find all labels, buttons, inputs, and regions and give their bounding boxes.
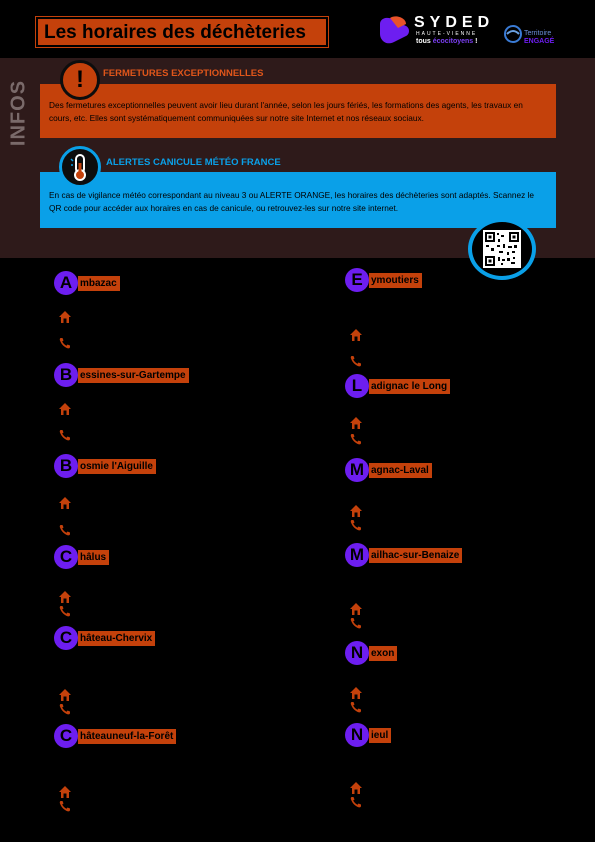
phone-icon [349, 354, 363, 368]
site-name: agnac-Laval [369, 463, 432, 478]
logo-tagline [416, 38, 478, 45]
house-icon [349, 328, 363, 342]
heatwave-text: En cas de vigilance météo correspondant au niveau 3 ou ALERTE ORANGE, les horaires des déchèteries sont adaptés. Scannez le QR code pour accéder aux horaires en cas de canicule, ou retrouvez-les sur notre site internet. [49, 190, 535, 213]
house-icon [349, 504, 363, 518]
exclamation-icon: ! [60, 60, 100, 100]
site-name: adignac le Long [369, 379, 450, 394]
site-initial: B [54, 454, 78, 478]
site-name: exon [369, 646, 397, 661]
phone-icon [349, 795, 363, 809]
logo-region: HAUTE-VIENNE [416, 31, 478, 37]
site-name: hâteau-Chervix [78, 631, 155, 646]
site-name: ailhac-sur-Benaize [369, 548, 462, 563]
site-name: ieul [369, 728, 391, 743]
closures-heading: FERMETURES EXCEPTIONNELLES [103, 68, 264, 79]
partner-label [524, 30, 554, 46]
site-initial: E [345, 268, 369, 292]
site-initial: B [54, 363, 78, 387]
site-initial: M [345, 543, 369, 567]
syded-logo [376, 14, 412, 48]
phone-icon [58, 428, 72, 442]
phone-icon [58, 336, 72, 350]
house-icon [58, 496, 72, 510]
house-icon [58, 688, 72, 702]
site-name: hâlus [78, 550, 109, 565]
page-title: Les horaires des déchèteries [36, 17, 328, 47]
thermometer-icon [59, 146, 101, 188]
house-icon [58, 785, 72, 799]
site-initial: M [345, 458, 369, 482]
closures-text: Des fermetures exceptionnelles peuvent avoir lieu durant l'année, selon les jours fériés, les formations des agents, les travaux en cours, etc. Elles sont systématiquement communiquées sur notre site Internet et nos réseaux sociaux. [49, 100, 523, 123]
site-initial: C [54, 626, 78, 650]
qr-code-icon [483, 230, 521, 268]
phone-icon [58, 523, 72, 537]
site-initial: N [345, 641, 369, 665]
site-name: essines-sur-Gartempe [78, 368, 189, 383]
logo-tag-highlight: écocitoyens [432, 38, 474, 45]
phone-icon [58, 799, 72, 813]
phone-icon [58, 604, 72, 618]
house-icon [349, 602, 363, 616]
phone-icon [349, 432, 363, 446]
logo-brand: SYDED [414, 14, 495, 31]
heatwave-heading: ALERTES CANICULE MÉTÉO FRANCE [106, 157, 281, 168]
phone-icon [349, 518, 363, 532]
qr-code-badge[interactable] [468, 218, 536, 280]
site-name: ymoutiers [369, 273, 422, 288]
closures-box [40, 84, 556, 138]
house-icon [349, 781, 363, 795]
house-icon [349, 416, 363, 430]
site-initial: A [54, 271, 78, 295]
site-name: mbazac [78, 276, 120, 291]
site-initial: L [345, 374, 369, 398]
logo-tag-prefix: tous [416, 38, 431, 45]
infos-label-text: INFOS [7, 79, 30, 147]
site-name: osmie l'Aiguille [78, 459, 156, 474]
phone-icon [58, 702, 72, 716]
logo-tag-suffix: ! [475, 38, 478, 45]
infos-vertical-label [4, 68, 34, 158]
house-icon [58, 590, 72, 604]
house-icon [58, 402, 72, 416]
house-icon [58, 310, 72, 324]
site-initial: C [54, 724, 78, 748]
site-initial: C [54, 545, 78, 569]
phone-icon [349, 616, 363, 630]
house-icon [349, 686, 363, 700]
territoire-engage-logo [503, 24, 523, 44]
heatwave-box [40, 172, 556, 228]
phone-icon [349, 700, 363, 714]
site-initial: N [345, 723, 369, 747]
site-name: hâteauneuf-la-Forêt [78, 729, 176, 744]
partner-line1: Territoire [524, 30, 552, 37]
partner-line2: ENGAGÉ [524, 38, 555, 45]
